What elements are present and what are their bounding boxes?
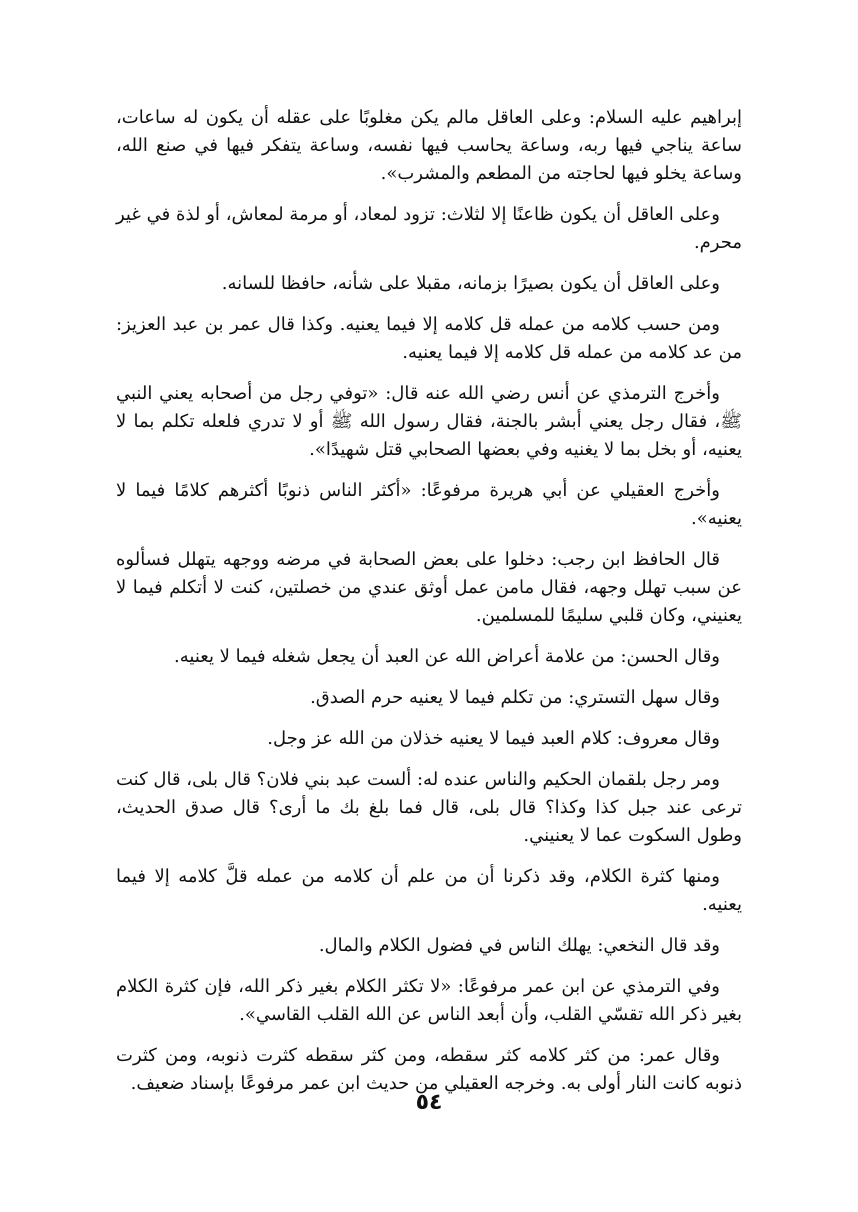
paragraph-15: وقال عمر: من كثر كلامه كثر سقطه، ومن كثر سقطه كثرت ذنوبه، ومن كثرت ذنوبه كانت النار أولى به. وخرجه العقيلي من حديث ابن عمر مرفوعًا بإسناد ضعيف.	[116, 1045, 742, 1094]
page-number: ٥٤	[415, 1090, 443, 1115]
paragraph-6: وأخرج العقيلي عن أبي هريرة مرفوعًا: «أكثر الناس ذنوبًا أكثرهم كلامًا فيما لا يعنيه».	[116, 480, 742, 529]
paragraph-3: وعلى العاقل أن يكون بصيرًا بزمانه، مقبلا على شأنه، حافظا للسانه.	[221, 273, 720, 294]
paragraph-2: وعلى العاقل أن يكون ظاعنًا إلا لثلاث: تزود لمعاد، أو مرمة لمعاش، أو لذة في غير محرم.	[116, 204, 742, 253]
paragraph-12: ومنها كثرة الكلام، وقد ذكرنا أن من علم أن كلامه من عمله قلَّ كلامه إلا فيما يعنيه.	[116, 866, 742, 915]
paragraph-10: وقال معروف: كلام العبد فيما لا يعنيه خذلان من الله عز وجل.	[267, 728, 720, 749]
paragraph-8: وقال الحسن: من علامة أعراض الله عن العبد أن يجعل شغله فيما لا يعنيه.	[174, 646, 720, 667]
paragraph-4: ومن حسب كلامه من عمله قل كلامه إلا فيما يعنيه. وكذا قال عمر بن عبد العزيز: من عد كلامه من عمله قل كلامه إلا فيما يعنيه.	[116, 314, 742, 363]
paragraph-13: وقد قال النخعي: يهلك الناس في فضول الكلام والمال.	[318, 935, 720, 956]
paragraph-1: إبراهيم عليه السلام: وعلى العاقل مالم يكن مغلوبًا على عقله أن يكون له ساعات، ساعة يناجي فيها ربه، وساعة يحاسب فيها نفسه، وساعة يتفكر فيها في صنع الله، وساعة يخلو فيها لحاجته من المطعم والمشرب».	[116, 107, 742, 184]
page-body	[116, 104, 742, 1111]
paragraph-11: ومر رجل بلقمان الحكيم والناس عنده له: ألست عبد بني فلان؟ قال بلى، قال كنت ترعى عند جبل كذا وكذا؟ قال بلى، قال فما بلغ بك ما أرى؟ قال صدق الحديث، وطول السكوت عما لا يعنيني.	[116, 769, 742, 846]
paragraph-7: قال الحافظ ابن رجب: دخلوا على بعض الصحابة في مرضه ووجهه يتهلل فسألوه عن سبب تهلل وجهه، فقال مامن عمل أوثق عندي من خصلتين، كنت لا أتكلم فيما لا يعنيني، وكان قلبي سليمًا للمسلمين.	[116, 549, 742, 626]
paragraph-5: وأخرج الترمذي عن أنس رضي الله عنه قال: «توفي رجل من أصحابه يعني النبي ﷺ، فقال رجل يعني أبشر بالجنة، فقال رسول الله ﷺ أو لا تدري فلعله تكلم بما لا يعنيه، أو بخل بما لا يغنيه وفي بعضها الصحابي قتل شهيدًا».	[116, 383, 742, 460]
paragraph-14: وفي الترمذي عن ابن عمر مرفوعًا: «لا تكثر الكلام بغير ذكر الله، فإن كثرة الكلام بغير ذكر الله تقسّي القلب، وأن أبعد الناس عن الله القلب القاسي».	[116, 976, 742, 1025]
paragraph-9: وقال سهل التستري: من تكلم فيما لا يعنيه حرم الصدق.	[310, 687, 720, 708]
